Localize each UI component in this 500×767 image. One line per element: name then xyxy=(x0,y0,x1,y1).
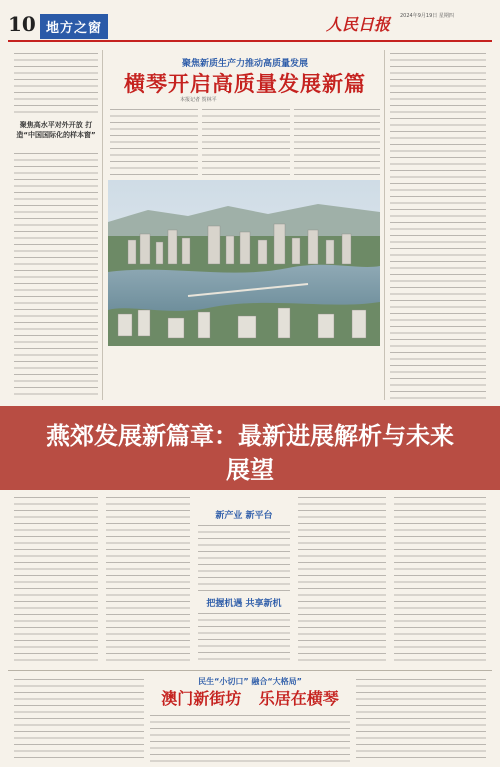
overlay-title: 燕郊发展新篇章：最新进展解析与未来展望 xyxy=(46,423,454,484)
header-rule xyxy=(8,40,492,42)
left-text-block-2 xyxy=(14,150,98,400)
feature-text-2 xyxy=(202,106,290,176)
bottom-title: 澳门新街坊 乐居在横琴 xyxy=(161,689,339,708)
feature-text-3 xyxy=(294,106,380,176)
column-divider-right xyxy=(384,50,385,400)
feature-byline: 本报记者 贺林平 xyxy=(180,97,217,103)
feature-text-1 xyxy=(110,106,198,176)
feature-kicker: 聚焦新质生产力推动高质量发展 xyxy=(181,59,308,69)
issue-info: 2024年9月19日 星期四 xyxy=(400,13,454,19)
lower-text-5 xyxy=(298,494,386,664)
section-title-1: 新产业 新平台 xyxy=(215,511,273,521)
masthead xyxy=(8,6,492,42)
left-text-block xyxy=(14,50,98,116)
bottom-text-left xyxy=(14,676,144,762)
section-title-2: 把握机遇 共享新机 xyxy=(206,599,282,609)
section-tag: 地方之窗 xyxy=(40,14,108,39)
lower-text-2 xyxy=(106,494,190,664)
right-text-block xyxy=(390,50,486,402)
feature-headline: 横琴开启高质量发展新篇 xyxy=(124,72,366,96)
lower-text-4 xyxy=(198,610,290,664)
page-number: 10 xyxy=(8,12,36,36)
lower-text-3 xyxy=(198,522,290,592)
city-aerial-photo xyxy=(108,180,380,346)
newspaper-brand: 人民日报 xyxy=(326,15,391,34)
bottom-kicker: 民生“小切口” 融合“大格局” xyxy=(198,677,302,686)
lower-text-6 xyxy=(394,494,486,664)
column-divider xyxy=(102,50,103,400)
bottom-rule xyxy=(8,670,492,671)
left-column-headline: 聚焦高水平对外开放 打造“中国国际化的样本窗” xyxy=(16,121,96,139)
bottom-text-right xyxy=(356,676,486,762)
lower-text-1 xyxy=(14,494,98,664)
bottom-text-center xyxy=(150,712,350,762)
